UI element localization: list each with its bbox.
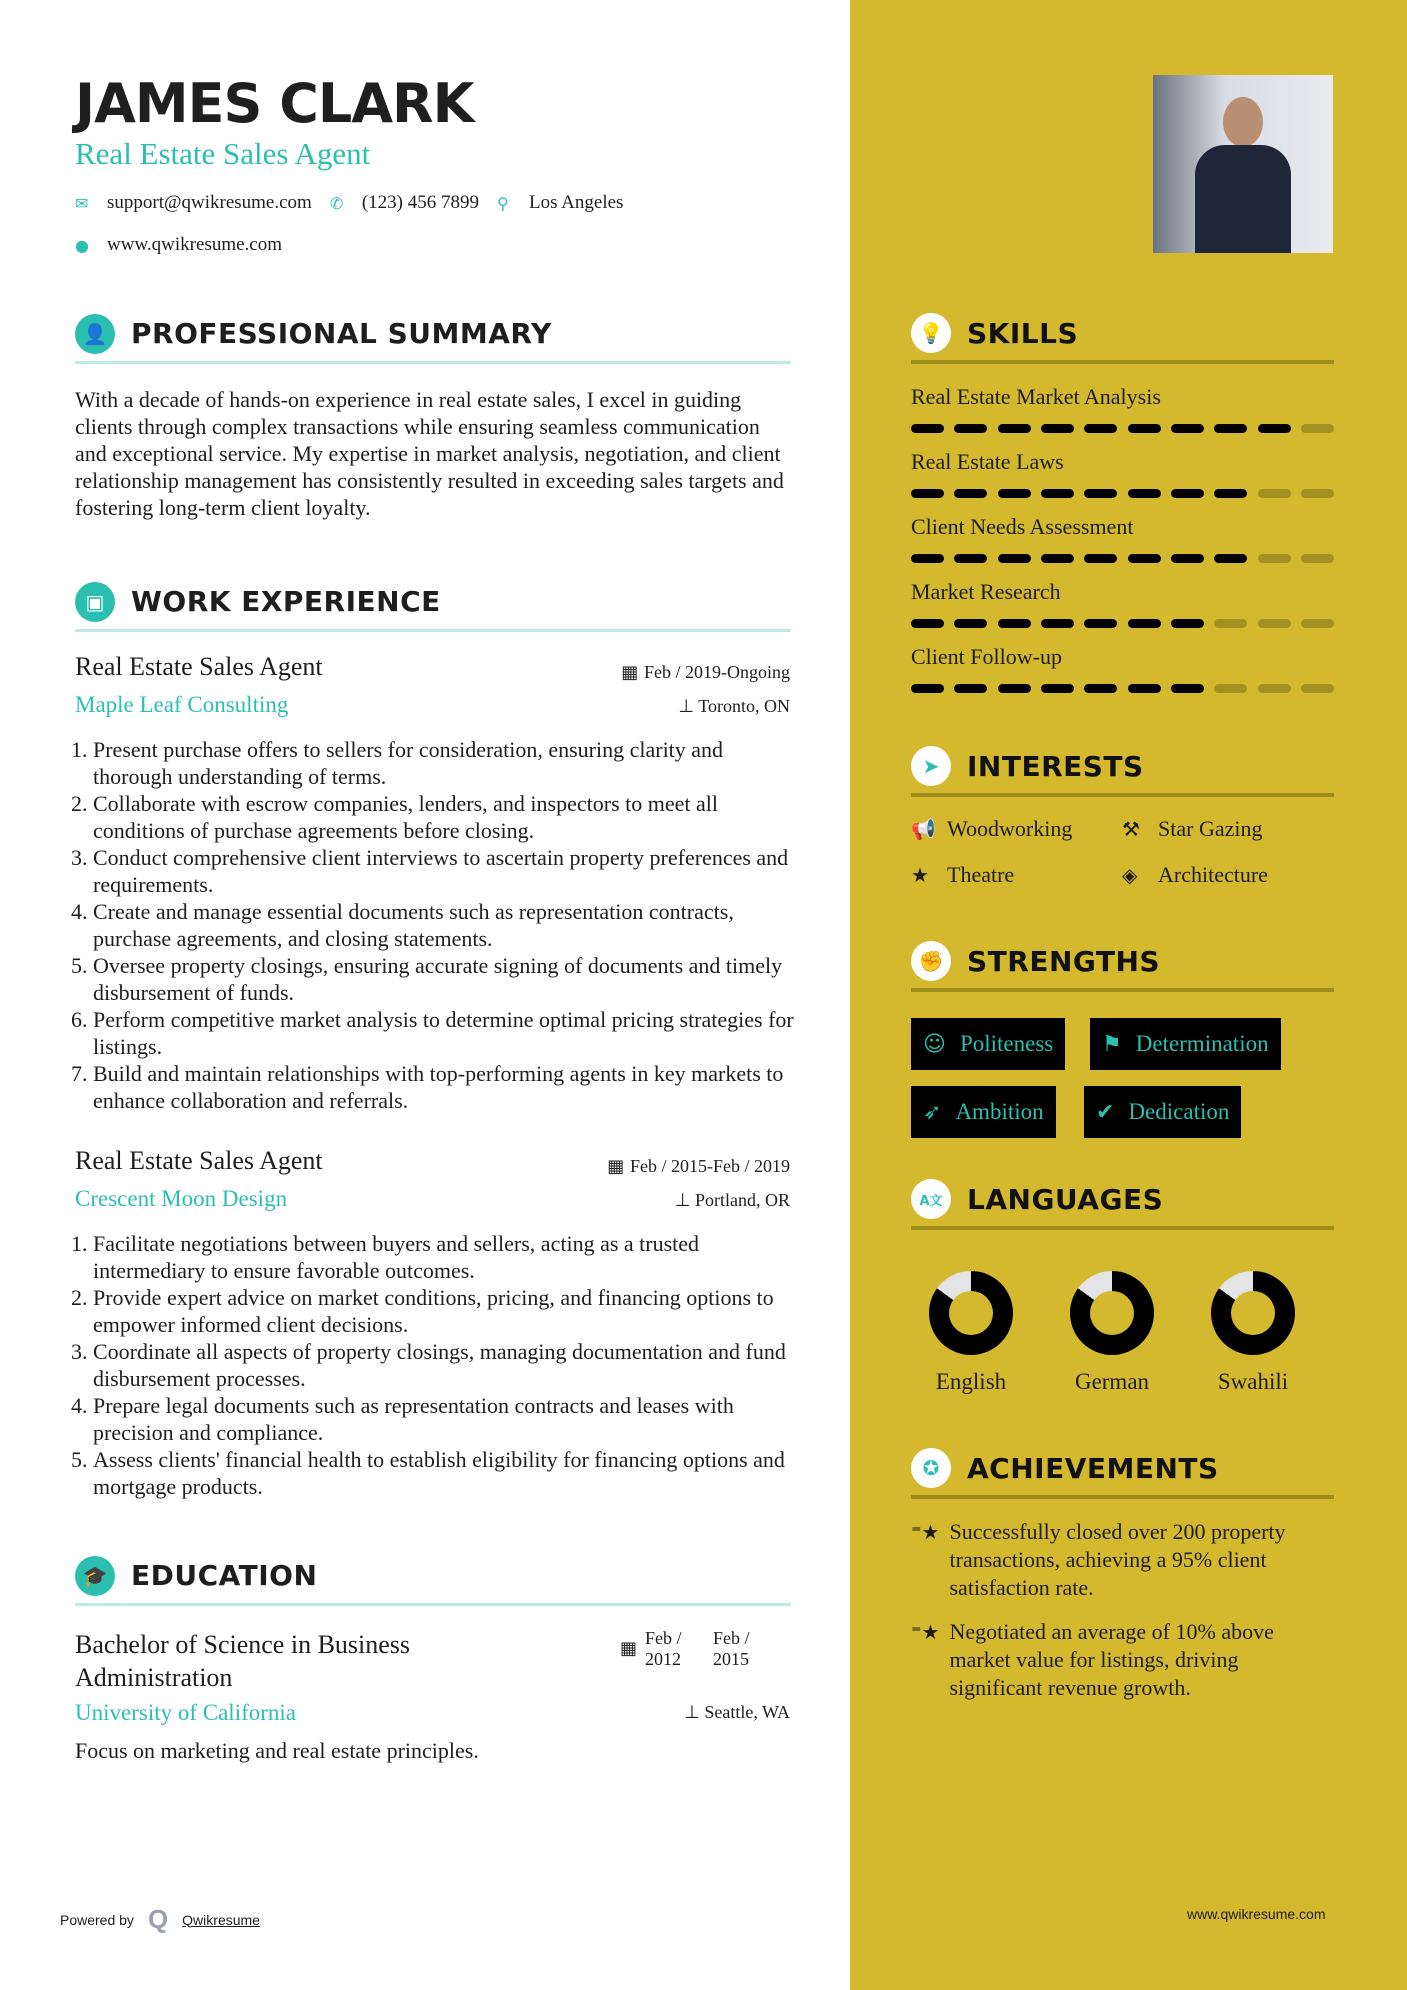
skill-level-dash — [1171, 619, 1204, 628]
skill-name: Client Follow-up — [911, 644, 1062, 669]
skills-title: SKILLS — [967, 316, 1079, 350]
skill-level-bar — [911, 619, 1334, 628]
skill-level-dash — [998, 424, 1031, 433]
email[interactable]: support@qwikresume.com — [107, 192, 312, 213]
powered-by-label: Powered by — [60, 1911, 134, 1928]
website[interactable]: www.qwikresume.com — [107, 234, 283, 255]
strengths-heading — [911, 940, 1334, 992]
skill-level-bar — [911, 554, 1334, 563]
interest-label: Star Gazing — [1158, 816, 1263, 841]
strengths-title: STRENGTHS — [967, 944, 1161, 978]
language-proficiency-donut — [1211, 1271, 1295, 1355]
degree: Bachelor of Science in Business Administration — [75, 1630, 411, 1692]
language-name: German — [1074, 1369, 1150, 1394]
star-icon: ★ — [911, 863, 929, 887]
star-icon: ⁼★ — [911, 1520, 940, 1544]
email-icon: ✉ — [75, 193, 89, 213]
skill-name: Market Research — [911, 579, 1061, 604]
skill-level-dash — [911, 554, 944, 563]
skill-level-dash — [954, 489, 987, 498]
skill-level-dash — [1214, 489, 1247, 498]
achievements-title: ACHIEVEMENTS — [967, 1451, 1219, 1485]
skill-level-dash — [954, 554, 987, 563]
skill-level-dash — [1258, 684, 1291, 693]
user-icon: 👤 — [75, 314, 115, 354]
job-duties — [75, 1230, 795, 1500]
education-description: Focus on marketing and real estate principles. — [75, 1738, 479, 1763]
list-item: 1. Present purchase offers to sellers for consideration, ensuring clarity and thorough understanding of terms. — [93, 736, 795, 790]
job-location — [678, 696, 790, 717]
candidate-title: Real Estate Sales Agent — [75, 136, 371, 171]
gavel-icon: ⚒ — [1122, 817, 1140, 841]
skill-level-dash — [1041, 684, 1074, 693]
fist-icon: ✊ — [911, 941, 951, 981]
education-dates — [620, 1628, 763, 1670]
skill-level-dash — [1214, 554, 1247, 563]
rocket-icon: ➶ — [923, 1099, 942, 1125]
language-proficiency-donut — [929, 1271, 1013, 1355]
interest-item — [1122, 862, 1268, 888]
skill-level-dash — [1301, 619, 1334, 628]
skill-level-dash — [1171, 489, 1204, 498]
achievements-heading — [911, 1447, 1334, 1499]
megaphone-icon: 📢 — [911, 817, 936, 841]
skill-level-dash — [1258, 554, 1291, 563]
skills-heading — [911, 312, 1334, 364]
summary-title: PROFESSIONAL SUMMARY — [131, 317, 552, 350]
work-heading — [75, 580, 791, 632]
brand-link[interactable]: Qwikresume — [182, 1911, 260, 1928]
skill-level-dash — [1084, 489, 1117, 498]
job-company: Crescent Moon Design — [75, 1186, 288, 1211]
skill-level-dash — [954, 619, 987, 628]
strength-badge — [1090, 1018, 1281, 1070]
list-item: 2. Collaborate with escrow companies, lenders, and inspectors to meet all conditions of purchase agreements before closing. — [93, 790, 795, 844]
job-duties — [75, 736, 795, 1114]
skill-level-dash — [1128, 424, 1161, 433]
job-company: Maple Leaf Consulting — [75, 692, 289, 717]
job-dates — [621, 662, 790, 683]
skill-level-dash — [1301, 684, 1334, 693]
briefcase-icon: ▣ — [75, 582, 115, 622]
candidate-name: JAMES CLARK — [75, 72, 474, 135]
end-date: Feb / 2015 — [713, 1628, 750, 1669]
skill-level-dash — [1084, 619, 1117, 628]
skill-level-dash — [1258, 489, 1291, 498]
powered-by — [60, 1904, 260, 1935]
graduation-icon: 🎓 — [75, 1556, 115, 1596]
job-title: Real Estate Sales Agent — [75, 1146, 323, 1175]
list-item: 5. Oversee property closings, ensuring accurate signing of documents and timely disbursement of funds. — [93, 952, 795, 1006]
check-circle-icon: ✔ — [1096, 1099, 1115, 1125]
skill-level-dash — [911, 424, 944, 433]
skill-level-dash — [1214, 619, 1247, 628]
strength-badge — [911, 1086, 1056, 1138]
skill-item — [911, 514, 1334, 563]
school: University of California — [75, 1700, 297, 1725]
pin-icon: ⊥ — [678, 696, 699, 716]
skill-level-dash — [1301, 489, 1334, 498]
skill-level-dash — [1301, 424, 1334, 433]
globe-icon: ● — [75, 235, 89, 255]
interests-title: INTERESTS — [967, 749, 1144, 783]
skill-level-dash — [1084, 684, 1117, 693]
pin-icon: ⊥ — [684, 1702, 705, 1722]
skill-level-dash — [1258, 424, 1291, 433]
skill-item — [911, 579, 1334, 628]
skill-level-dash — [954, 424, 987, 433]
list-item: 2. Provide expert advice on market conditions, pricing, and financing options to empower informed client decisions. — [93, 1284, 795, 1338]
skill-item — [911, 449, 1334, 498]
skill-level-dash — [1214, 424, 1247, 433]
skill-level-dash — [998, 489, 1031, 498]
job-location — [675, 1190, 790, 1211]
summary-heading — [75, 312, 791, 364]
education-heading — [75, 1554, 791, 1606]
skills-list — [911, 384, 1334, 709]
website-row — [75, 234, 282, 256]
skill-level-dash — [911, 684, 944, 693]
education-location-text: Seattle, WA — [704, 1702, 790, 1722]
skill-level-dash — [998, 619, 1031, 628]
skill-level-dash — [1041, 424, 1074, 433]
interest-item — [911, 862, 1014, 888]
interest-label: Woodworking — [947, 816, 1073, 841]
ticket-icon: ◈ — [1122, 863, 1138, 887]
skill-level-dash — [911, 619, 944, 628]
award-star-icon: ✪ — [911, 1448, 951, 1488]
star-icon: ⁼★ — [911, 1620, 940, 1644]
skill-level-dash — [1258, 619, 1291, 628]
list-item: 5. Assess clients' financial health to establish eligibility for financing options and mortgage products. — [93, 1446, 795, 1500]
phone-icon: ✆ — [329, 193, 344, 213]
skill-level-dash — [911, 489, 944, 498]
education-location — [684, 1702, 790, 1723]
interest-item — [1122, 816, 1262, 842]
skill-level-bar — [911, 684, 1334, 693]
job-dates-text: Feb / 2015-Feb / 2019 — [630, 1156, 790, 1176]
contact-row — [75, 192, 623, 214]
skill-level-dash — [998, 554, 1031, 563]
skill-name: Real Estate Laws — [911, 449, 1064, 474]
achievement-item — [911, 1618, 1334, 1702]
job-title: Real Estate Sales Agent — [75, 652, 323, 681]
skill-level-dash — [1041, 489, 1074, 498]
job-dates-text: Feb / 2019-Ongoing — [644, 662, 790, 682]
job-dates — [607, 1156, 790, 1177]
skill-name: Client Needs Assessment — [911, 514, 1134, 539]
skill-level-dash — [1171, 424, 1204, 433]
smile-icon: ☺ — [923, 1031, 946, 1057]
paper-plane-icon: ➤ — [911, 746, 951, 786]
achievement-item — [911, 1518, 1334, 1602]
skill-level-dash — [1128, 489, 1161, 498]
skill-level-dash — [1041, 554, 1074, 563]
location-pin-icon: ⚲ — [496, 193, 509, 213]
list-item: 3. Coordinate all aspects of property closings, managing documentation and fund disbursement processes. — [93, 1338, 795, 1392]
languages-heading — [911, 1178, 1334, 1230]
skill-level-dash — [954, 684, 987, 693]
job-location-text: Portland, OR — [694, 1190, 790, 1210]
footer-website[interactable]: www.qwikresume.com — [1187, 1906, 1326, 1922]
languages-title: LANGUAGES — [967, 1182, 1164, 1216]
skill-level-bar — [911, 489, 1334, 498]
language-name: English — [935, 1369, 1007, 1394]
start-date: Feb / 2012 — [645, 1628, 682, 1669]
list-item: 1. Facilitate negotiations between buyers and sellers, acting as a trusted intermediary to ensure favorable outcomes. — [93, 1230, 795, 1284]
skill-item — [911, 644, 1334, 693]
skill-item — [911, 384, 1334, 433]
location: Los Angeles — [528, 192, 624, 213]
flag-icon: ⚑ — [1102, 1031, 1122, 1057]
interest-label: Theatre — [947, 862, 1015, 887]
skill-level-dash — [1084, 554, 1117, 563]
interest-item — [911, 816, 1072, 842]
skill-name: Real Estate Market Analysis — [911, 384, 1161, 409]
calendar-icon: ▦ — [620, 1638, 638, 1659]
strength-label: Politeness — [959, 1031, 1054, 1056]
skill-level-dash — [1128, 684, 1161, 693]
skill-level-dash — [998, 684, 1031, 693]
skill-level-dash — [1171, 554, 1204, 563]
interests-heading — [911, 745, 1334, 797]
summary-text: With a decade of hands-on experience in real estate sales, I excel in guiding clients through complex transactions while ensuring seamless communication and exceptional service. My expertise in market analysis, negotiation, and client relationship management has consistently resulted in exceeding sales targets and fostering long-term client loyalty. — [75, 387, 784, 520]
translate-icon: A文 — [911, 1179, 951, 1219]
work-title: WORK EXPERIENCE — [131, 585, 441, 618]
qwikresume-logo-icon: Q — [147, 1904, 169, 1934]
skill-level-dash — [1171, 684, 1204, 693]
calendar-icon: ▦ — [621, 662, 644, 683]
list-item: 7. Build and maintain relationships with top-performing agents in key markets to enhance collaboration and referrals. — [93, 1060, 795, 1114]
language-name: Swahili — [1217, 1369, 1289, 1394]
list-item: 4. Create and manage essential documents such as representation contracts, purchase agreements, and closing statements. — [93, 898, 795, 952]
list-item: 3. Conduct comprehensive client interviews to ascertain property preferences and requirements. — [93, 844, 795, 898]
skill-level-dash — [1214, 684, 1247, 693]
job-location-text: Toronto, ON — [698, 696, 790, 716]
calendar-icon: ▦ — [607, 1156, 630, 1177]
achievement-text: Successfully closed over 200 property transactions, achieving a 95% client satisfaction rate. — [949, 1519, 1286, 1600]
strength-badge — [1084, 1086, 1241, 1138]
achievement-text: Negotiated an average of 10% above market value for listings, driving significant revenue growth. — [949, 1619, 1274, 1700]
interest-label: Architecture — [1158, 862, 1268, 887]
lightbulb-icon: 💡 — [911, 313, 951, 353]
strength-label: Determination — [1135, 1031, 1269, 1056]
education-title: EDUCATION — [131, 1559, 318, 1592]
skill-level-bar — [911, 424, 1334, 433]
profile-photo — [1153, 75, 1333, 253]
skill-level-dash — [1301, 554, 1334, 563]
strength-badge — [911, 1018, 1065, 1070]
skill-level-dash — [1128, 554, 1161, 563]
pin-icon: ⊥ — [674, 1190, 695, 1210]
skill-level-dash — [1084, 424, 1117, 433]
skill-level-dash — [1041, 619, 1074, 628]
strength-label: Ambition — [955, 1099, 1044, 1124]
skill-level-dash — [1128, 619, 1161, 628]
list-item: 4. Prepare legal documents such as representation contracts and leases with precision and compliance. — [93, 1392, 795, 1446]
list-item: 6. Perform competitive market analysis to determine optimal pricing strategies for listings. — [93, 1006, 795, 1060]
strength-label: Dedication — [1128, 1099, 1230, 1124]
phone: (123) 456 7899 — [361, 192, 479, 213]
language-proficiency-donut — [1070, 1271, 1154, 1355]
